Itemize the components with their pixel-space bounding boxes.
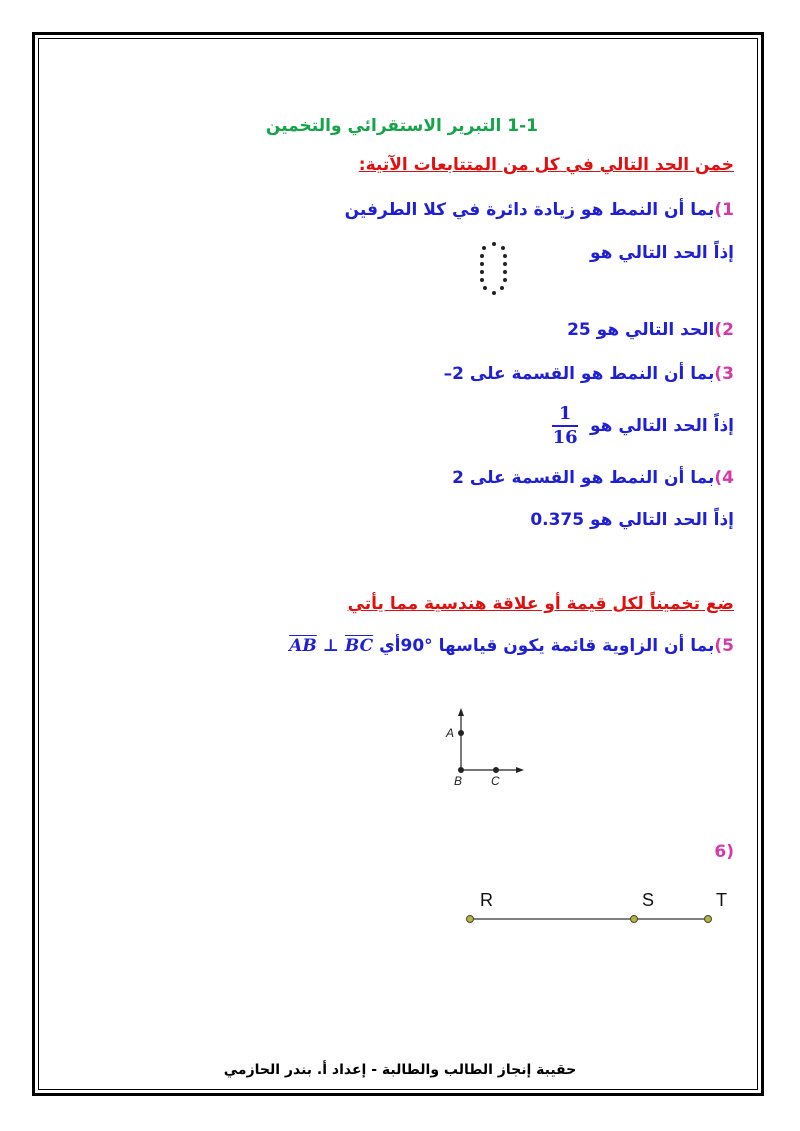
label-a: A (446, 726, 455, 740)
point-a (458, 730, 464, 736)
q2-number: 2) (714, 320, 734, 340)
q5-line (289, 636, 734, 656)
segment-bc: $\overline{BC}$ (344, 636, 374, 656)
section1-heading: خمن الحد التالي في كل من المتتابعات الآتية: (358, 155, 734, 175)
q3-fraction (552, 404, 578, 448)
perpendicular-symbol: ⊥ (322, 636, 339, 656)
q3-value: –2 (443, 364, 464, 384)
page-footer: حقيبة إنجاز الطالب والطالبة - إعداد أ. بندر الحازمي (223, 1062, 577, 1078)
q3-text: بما أن النمط هو القسمة على (469, 364, 715, 384)
q5-degree: 90° (400, 636, 433, 656)
section2-heading: ضع تخميناً لكل قيمة أو علاقة هندسية مما يأتي (347, 594, 734, 614)
fraction-denominator: 16 (552, 426, 578, 448)
fraction-numerator: 1 (558, 403, 572, 424)
q3-answer: إذاً الحد التالي هو (590, 415, 734, 436)
label-r: R (480, 890, 493, 910)
q1-text: بما أن النمط هو زيادة دائرة في كلا الطرفين (344, 200, 715, 220)
q4-line (452, 468, 734, 488)
point-b (458, 767, 464, 773)
q4-number: 4) (714, 468, 734, 488)
point-s (631, 916, 638, 923)
q6-number: (6 (714, 842, 734, 862)
arrow-right-icon (516, 767, 524, 773)
q2-text: الحد التالي هو 25 (567, 320, 715, 340)
label-t: T (716, 890, 727, 910)
dot-pattern-figure (476, 238, 510, 298)
label-c: C (491, 774, 500, 788)
q1-answer: إذاً الحد التالي هو (590, 243, 734, 263)
q5-number: 5) (714, 636, 734, 656)
q5-text: بما أن الزاوية قائمة يكون قياسها (438, 636, 715, 656)
arrow-up-icon (458, 708, 464, 716)
point-r (467, 916, 474, 923)
right-angle-figure (440, 700, 530, 795)
q3-answer-line (546, 404, 734, 448)
segment-ab: $\overline{AB}$ (289, 636, 317, 656)
q2-line (567, 320, 734, 340)
label-s: S (642, 890, 655, 910)
q1-line (345, 200, 734, 220)
point-t (705, 916, 712, 923)
collinear-points-figure (460, 884, 730, 930)
q5-ay: أي (379, 636, 401, 656)
q3-line (444, 364, 734, 384)
lesson-title: 1-1 التبرير الاستقرائي والتخمين (265, 116, 538, 136)
page-border-inner (38, 38, 758, 1090)
label-b: B (454, 774, 463, 788)
q4-text: بما أن النمط هو القسمة على 2 (452, 468, 715, 488)
q1-number: 1) (714, 200, 734, 220)
point-c (493, 767, 499, 773)
q5-relation (289, 636, 373, 656)
q4-answer: إذاً الحد التالي هو 0.375 (530, 510, 734, 530)
q3-number: 3) (714, 364, 734, 384)
